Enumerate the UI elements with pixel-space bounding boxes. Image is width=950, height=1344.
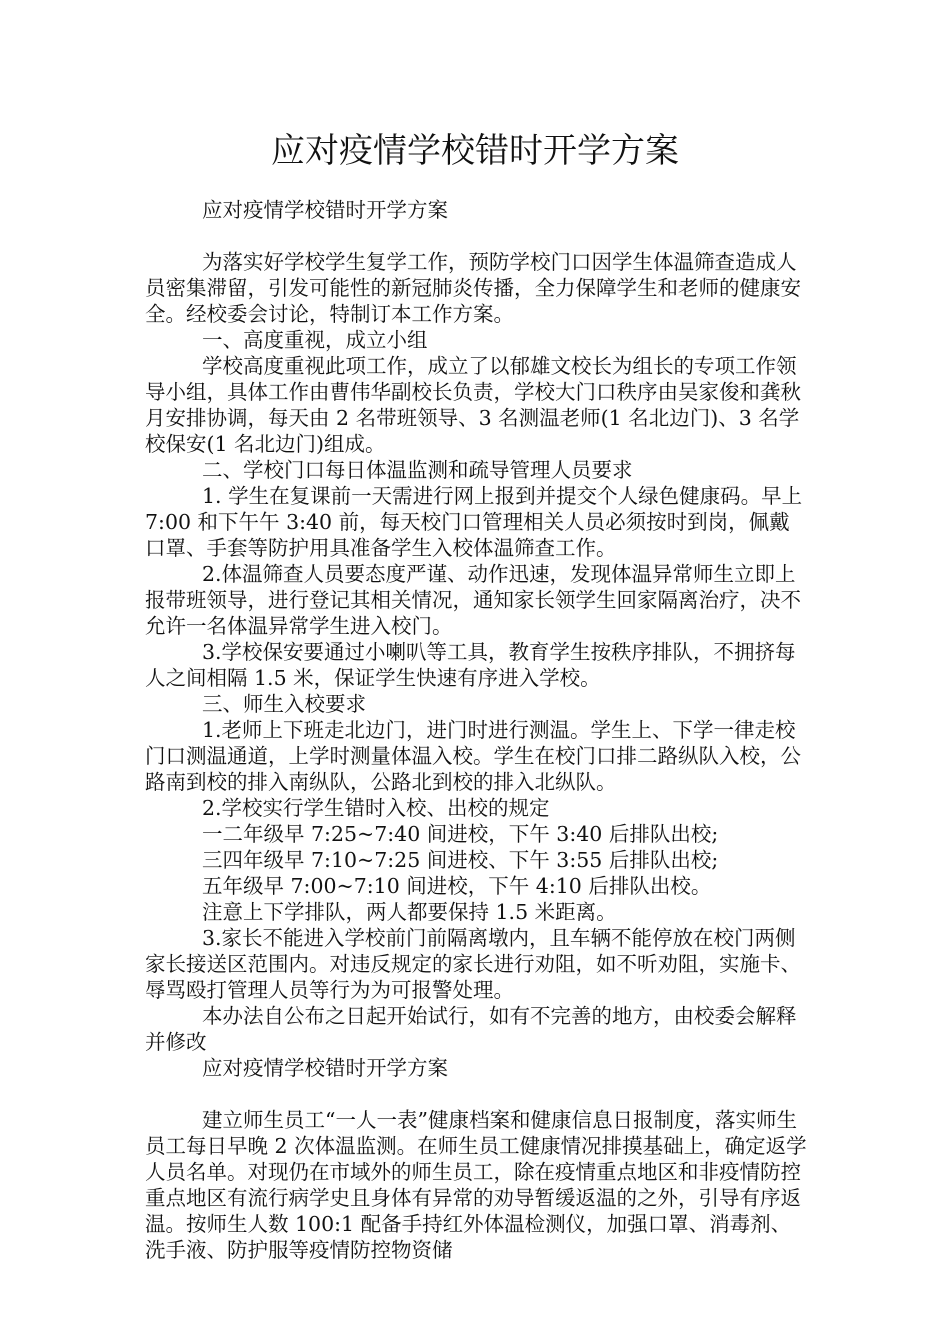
paragraph: 应对疫情学校错时开学方案 [202, 1056, 448, 1080]
paragraph: 二、学校门口每日体温监测和疏导管理人员要求 [202, 458, 633, 482]
paragraph: 注意上下学排队，两人都要保持 1.5 米距离。 [202, 900, 617, 924]
paragraph: 1.老师上下班走北边门，进门时进行测温。学生上、下学一律走校门口测温通道，上学时测量体温入校。学生在校门口排二路纵队入校，公路南到校的排入南纵队，公路北到校的排入北纵队。 [145, 718, 801, 794]
paragraph: 3.家长不能进入学校前门前隔离墩内，且车辆不能停放在校门两侧家长接送区范围内。对违反规定的家长进行劝阻，如不听劝阻，实施卡、辱骂殴打管理人员等行为为可报警处理。 [145, 926, 801, 1002]
paragraph: 一、高度重视，成立小组 [202, 328, 428, 352]
paragraph: 五年级早 7:00~7:10 间进校，下午 4:10 后排队出校。 [202, 874, 712, 898]
paragraph: 2.体温筛查人员要态度严谨、动作迅速，发现体温异常师生立即上报带班领导，进行登记其相关情况，通知家长领学生回家隔离治疗，决不允许一名体温异常学生进入校门。 [145, 562, 801, 638]
paragraph: 三、师生入校要求 [202, 692, 366, 716]
paragraph: 一二年级早 7:25~7:40 间进校，下午 3:40 后排队出校; [202, 822, 719, 846]
paragraph: 学校高度重视此项工作，成立了以郁雄文校长为组长的专项工作领导小组，具体工作由曹伟华副校长负责，学校大门口秩序由吴家俊和龚秋月安排协调，每天由 2 名带班领导、3 名测温老师(1 名北边门)、3 名学校保安(1 名北边门)组成。 [145, 354, 801, 456]
paragraph: 1. 学生在复课前一天需进行网上报到并提交个人绿色健康码。早上 7:00 和下午午 3:40 前，每天校门口管理相关人员必须按时到岗，佩戴口罩、手套等防护用具准备学生入校体温筛查工作。 [145, 484, 803, 560]
paragraph: 应对疫情学校错时开学方案 [202, 198, 448, 222]
paragraph: 三四年级早 7:10~7:25 间进校、下午 3:55 后排队出校; [202, 848, 719, 872]
paragraph: 3.学校保安要通过小喇叭等工具，教育学生按秩序排队，不拥挤每人之间相隔 1.5 米，保证学生快速有序进入学校。 [145, 640, 796, 690]
paragraph: 2.学校实行学生错时入校、出校的规定 [202, 796, 550, 820]
paragraph: 建立师生员工“一人一表”健康档案和健康信息日报制度，落实师生员工每日早晚 2 次体温监测。在师生员工健康情况排摸基础上，确定返学人员名单。对现仍在市域外的师生员工，除在疫情重点地区和非疫情防控重点地区有流行病学史且身体有异常的劝导暂缓返温的之外，引导有序返温。按师生人数 100:1 配备手持红外体温检测仪，加强口罩、消毒剂、洗手液、防护服等疫情防控物资储 [145, 1108, 807, 1262]
document-title: 应对疫情学校错时开学方案 [271, 131, 679, 171]
paragraph: 本办法自公布之日起开始试行，如有不完善的地方，由校委会解释并修改 [145, 1004, 797, 1054]
paragraph: 为落实好学校学生复学工作，预防学校门口因学生体温筛查造成人员密集滞留，引发可能性的新冠肺炎传播，全力保障学生和老师的健康安全。经校委会讨论，特制订本工作方案。 [145, 250, 801, 326]
document-body [145, 197, 810, 1263]
